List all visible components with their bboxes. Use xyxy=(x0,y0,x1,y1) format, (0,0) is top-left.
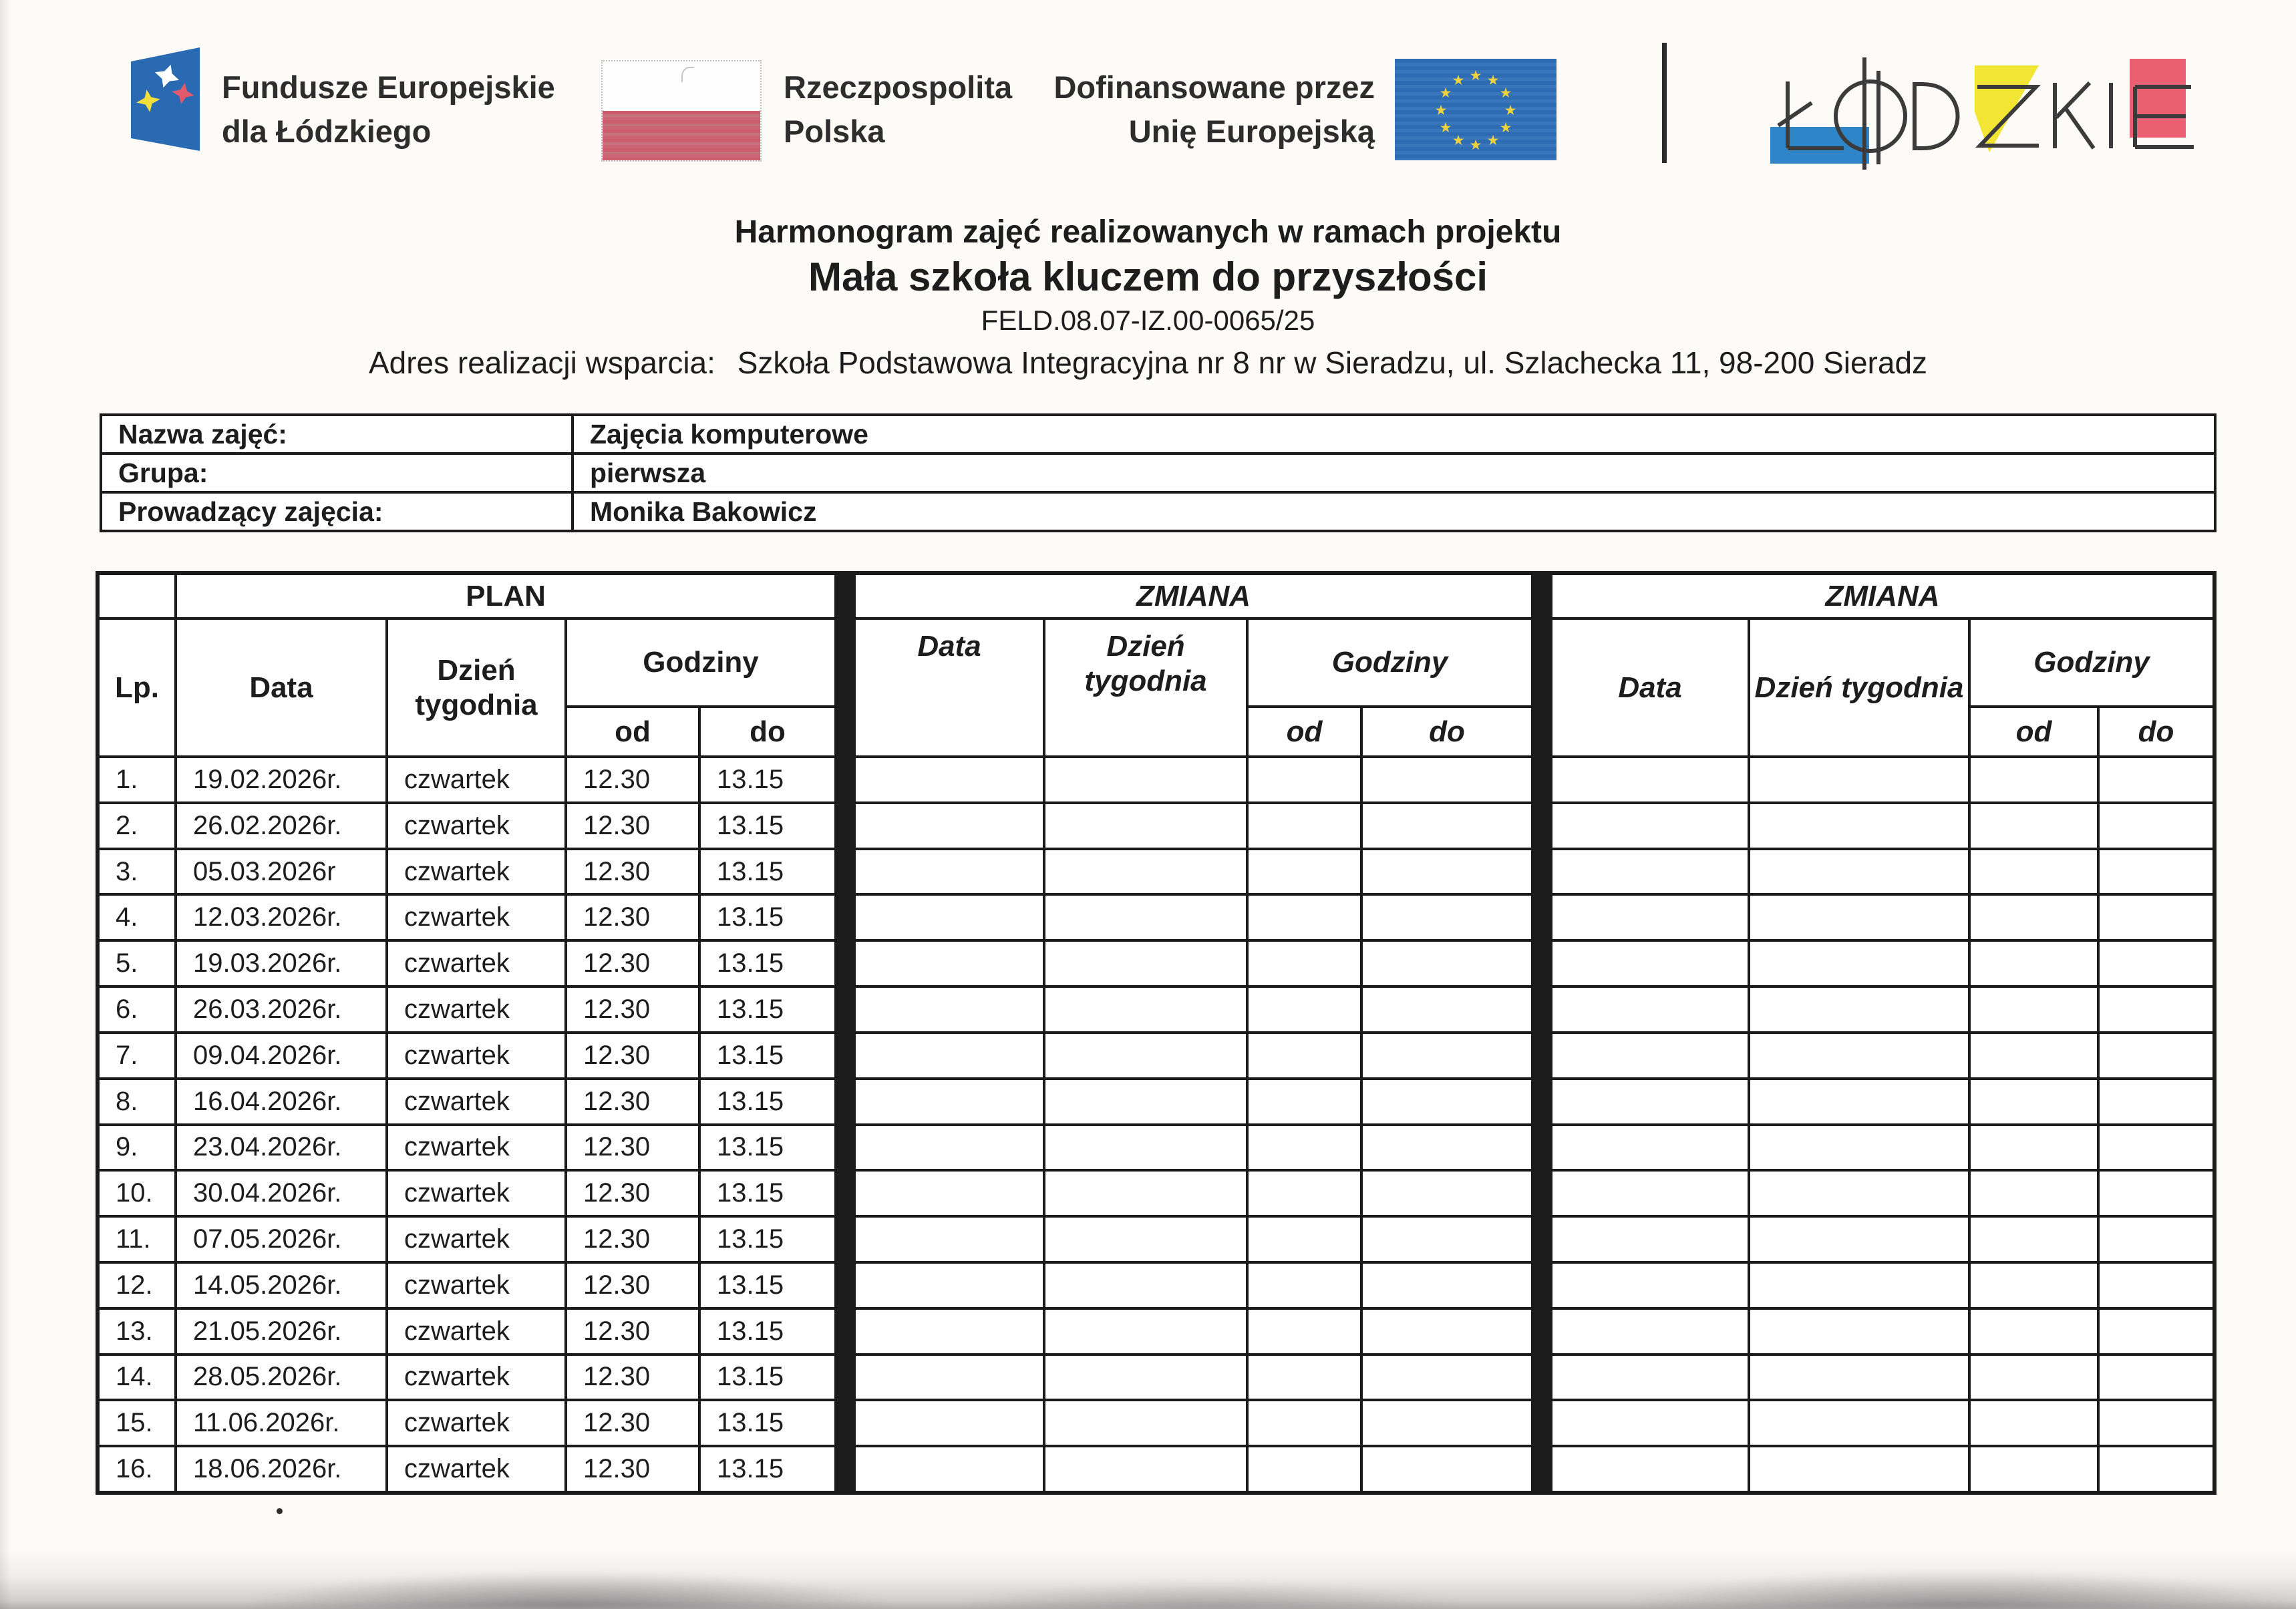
row-day: czwartek xyxy=(388,1034,564,1077)
empty-change-cell xyxy=(1045,942,1246,985)
col-header-from: od xyxy=(567,708,698,755)
empty-change-cell xyxy=(1552,758,1748,801)
scan-smudge-blob xyxy=(955,1581,1463,1609)
row-to: 13.15 xyxy=(701,850,834,894)
row-from: 12.30 xyxy=(567,758,698,801)
empty-change-cell xyxy=(1249,1172,1360,1215)
poland-flag-icon xyxy=(601,60,762,162)
empty-change-cell xyxy=(1249,1218,1360,1261)
row-day: czwartek xyxy=(388,988,564,1031)
empty-change-cell xyxy=(856,1172,1043,1215)
empty-change-cell xyxy=(1971,896,2097,939)
row-to: 13.15 xyxy=(701,1080,834,1123)
svg-text:★: ★ xyxy=(1452,132,1465,148)
empty-change-cell xyxy=(1045,1218,1246,1261)
empty-change-cell xyxy=(1363,1310,1531,1353)
row-lp: 8. xyxy=(100,1080,174,1123)
row-lp: 12. xyxy=(100,1264,174,1307)
row-day: czwartek xyxy=(388,1218,564,1261)
empty-change-cell xyxy=(856,988,1043,1031)
empty-change-cell xyxy=(2100,1264,2212,1307)
info-label-group: Grupa: xyxy=(102,455,571,491)
row-to: 13.15 xyxy=(701,1126,834,1170)
empty-change-cell xyxy=(1552,1447,1748,1491)
empty-change-cell xyxy=(1363,988,1531,1031)
empty-change-cell xyxy=(1249,1034,1360,1077)
empty-change-cell xyxy=(2100,1356,2212,1399)
row-from: 12.30 xyxy=(567,1126,698,1170)
empty-change-cell xyxy=(1750,804,1968,848)
change2-col-header-data: Data xyxy=(1552,620,1748,755)
row-date: 23.04.2026r. xyxy=(177,1126,385,1170)
empty-change-cell xyxy=(856,1447,1043,1491)
row-date: 11.06.2026r. xyxy=(177,1401,385,1445)
row-from: 12.30 xyxy=(567,1218,698,1261)
row-lp: 2. xyxy=(100,804,174,848)
empty-change-cell xyxy=(1971,804,2097,848)
row-date: 21.05.2026r. xyxy=(177,1310,385,1353)
info-value-teacher: Monika Bakowicz xyxy=(574,494,2214,530)
row-day: czwartek xyxy=(388,758,564,801)
scan-squiggle-artifact xyxy=(681,67,695,83)
row-day: czwartek xyxy=(388,1126,564,1170)
row-day: czwartek xyxy=(388,1172,564,1215)
row-from: 12.30 xyxy=(567,1310,698,1353)
empty-change-cell xyxy=(1552,1356,1748,1399)
change2-col-header-hours: Godziny xyxy=(1971,620,2212,705)
empty-change-cell xyxy=(2100,1126,2212,1170)
svg-text:★: ★ xyxy=(1439,120,1452,136)
row-day: czwartek xyxy=(388,1080,564,1123)
empty-change-cell xyxy=(2100,1447,2212,1491)
empty-change-cell xyxy=(856,896,1043,939)
change2-col-header-to: do xyxy=(2100,708,2212,755)
empty-change-cell xyxy=(2100,988,2212,1031)
empty-change-cell xyxy=(1363,1218,1531,1261)
empty-change-cell xyxy=(1750,1356,1968,1399)
empty-change-cell xyxy=(1249,1356,1360,1399)
empty-change-cell xyxy=(2100,758,2212,801)
row-date: 26.03.2026r. xyxy=(177,988,385,1031)
svg-text:★: ★ xyxy=(1499,85,1512,101)
empty-change-cell xyxy=(1750,1126,1968,1170)
eu-cofunded-label xyxy=(1053,65,1375,154)
row-from: 12.30 xyxy=(567,1401,698,1445)
empty-change-cell xyxy=(1045,988,1246,1031)
empty-change-cell xyxy=(1750,896,1968,939)
col-header-day: Dzień tygodnia xyxy=(388,620,564,755)
address-label: Adres realizacji wsparcia: xyxy=(368,345,715,380)
empty-change-cell xyxy=(1750,1218,1968,1261)
row-from: 12.30 xyxy=(567,1034,698,1077)
empty-change-cell xyxy=(1750,1264,1968,1307)
row-lp: 5. xyxy=(100,942,174,985)
empty-change-cell xyxy=(1750,1080,1968,1123)
empty-change-cell xyxy=(1750,1447,1968,1491)
empty-change-cell xyxy=(856,1264,1043,1307)
eu-funds-logo-line2: dla Łódzkiego xyxy=(222,114,432,149)
empty-change-cell xyxy=(1045,1264,1246,1307)
change2-section-header: ZMIANA xyxy=(1552,575,2212,617)
schedule-table xyxy=(96,571,2217,1495)
change1-col-header-hours: Godziny xyxy=(1249,620,1531,705)
empty-change-cell xyxy=(1971,1264,2097,1307)
svg-text:★: ★ xyxy=(1486,72,1500,88)
empty-change-cell xyxy=(1750,1172,1968,1215)
row-to: 13.15 xyxy=(701,896,834,939)
empty-change-cell xyxy=(1045,1172,1246,1215)
empty-change-cell xyxy=(1249,942,1360,985)
row-lp: 9. xyxy=(100,1126,174,1170)
empty-change-cell xyxy=(1750,1401,1968,1445)
row-from: 12.30 xyxy=(567,1356,698,1399)
change2-col-header-from: od xyxy=(1971,708,2097,755)
scan-smudge-blob xyxy=(1623,1569,2296,1609)
empty-change-cell xyxy=(856,850,1043,894)
eu-flag-icon xyxy=(1395,59,1556,160)
row-date: 18.06.2026r. xyxy=(177,1447,385,1491)
empty-change-cell xyxy=(1249,988,1360,1031)
empty-change-cell xyxy=(856,1080,1043,1123)
row-to: 13.15 xyxy=(701,942,834,985)
empty-change-cell xyxy=(1363,1080,1531,1123)
empty-change-cell xyxy=(1045,804,1246,848)
empty-change-cell xyxy=(1363,758,1531,801)
project-name: Mała szkoła kluczem do przyszłości xyxy=(808,254,1488,299)
row-date: 07.05.2026r. xyxy=(177,1218,385,1261)
row-day: czwartek xyxy=(388,1447,564,1491)
empty-change-cell xyxy=(1249,896,1360,939)
empty-change-cell xyxy=(1552,1126,1748,1170)
row-from: 12.30 xyxy=(567,1264,698,1307)
row-to: 13.15 xyxy=(701,1310,834,1353)
empty-change-cell xyxy=(1363,1401,1531,1445)
empty-change-cell xyxy=(1750,850,1968,894)
empty-change-cell xyxy=(2100,1172,2212,1215)
empty-change-cell xyxy=(1045,1080,1246,1123)
row-lp: 13. xyxy=(100,1310,174,1353)
empty-change-cell xyxy=(1045,1310,1246,1353)
empty-change-cell xyxy=(1045,1447,1246,1491)
row-lp: 15. xyxy=(100,1401,174,1445)
change2-col-header-day: Dzień tygodnia xyxy=(1750,620,1968,755)
row-day: czwartek xyxy=(388,804,564,848)
svg-text:★: ★ xyxy=(1434,102,1448,118)
poland-label xyxy=(784,65,1012,154)
empty-change-cell xyxy=(856,1034,1043,1077)
row-from: 12.30 xyxy=(567,804,698,848)
row-date: 14.05.2026r. xyxy=(177,1264,385,1307)
empty-change-cell xyxy=(1971,1310,2097,1353)
change1-col-header-day: Dzień tygodnia xyxy=(1045,620,1246,755)
empty-change-cell xyxy=(1971,1126,2097,1170)
section-divider-bar xyxy=(1534,575,1550,1491)
empty-change-cell xyxy=(2100,1401,2212,1445)
plan-section-header: PLAN xyxy=(177,575,834,617)
svg-text:★: ★ xyxy=(1469,137,1482,153)
logo-divider-line xyxy=(1662,43,1667,163)
empty-change-cell xyxy=(2100,896,2212,939)
empty-change-cell xyxy=(856,1126,1043,1170)
row-day: czwartek xyxy=(388,1401,564,1445)
eu-funds-logo-label xyxy=(222,65,555,154)
change1-col-header-from: od xyxy=(1249,708,1360,755)
empty-change-cell xyxy=(856,804,1043,848)
empty-change-cell xyxy=(1045,758,1246,801)
class-info-table xyxy=(100,413,2217,532)
empty-change-cell xyxy=(1045,896,1246,939)
row-to: 13.15 xyxy=(701,1034,834,1077)
empty-change-cell xyxy=(1363,896,1531,939)
row-to: 13.15 xyxy=(701,988,834,1031)
row-to: 13.15 xyxy=(701,1172,834,1215)
row-lp: 11. xyxy=(100,1218,174,1261)
row-from: 12.30 xyxy=(567,988,698,1031)
row-to: 13.15 xyxy=(701,1218,834,1261)
document-title: Harmonogram zajęć realizowanych w ramach projektu xyxy=(734,214,1562,250)
row-to: 13.15 xyxy=(701,1447,834,1491)
empty-change-cell xyxy=(1363,1172,1531,1215)
row-day: czwartek xyxy=(388,896,564,939)
empty-change-cell xyxy=(1363,804,1531,848)
row-date: 30.04.2026r. xyxy=(177,1172,385,1215)
poland-label-line1: Rzeczpospolita xyxy=(784,69,1013,105)
empty-change-cell xyxy=(1971,850,2097,894)
empty-change-cell xyxy=(1045,850,1246,894)
empty-change-cell xyxy=(1971,1080,2097,1123)
empty-change-cell xyxy=(1750,1034,1968,1077)
row-to: 13.15 xyxy=(701,1264,834,1307)
empty-change-cell xyxy=(1971,1401,2097,1445)
eu-funds-logo-icon xyxy=(127,44,204,156)
row-date: 26.02.2026r. xyxy=(177,804,385,848)
empty-change-cell xyxy=(1750,758,1968,801)
empty-change-cell xyxy=(1249,1401,1360,1445)
row-from: 12.30 xyxy=(567,942,698,985)
empty-change-cell xyxy=(856,758,1043,801)
empty-change-cell xyxy=(1363,1034,1531,1077)
scan-smudge-blob xyxy=(240,1570,895,1609)
empty-change-cell xyxy=(1552,1264,1748,1307)
empty-change-cell xyxy=(1552,1401,1748,1445)
empty-change-cell xyxy=(1249,758,1360,801)
empty-change-cell xyxy=(1971,1356,2097,1399)
empty-change-cell xyxy=(1552,1218,1748,1261)
col-header-to: do xyxy=(701,708,834,755)
empty-change-cell xyxy=(1552,804,1748,848)
empty-change-cell xyxy=(1971,1447,2097,1491)
row-lp: 14. xyxy=(100,1356,174,1399)
row-date: 19.03.2026r. xyxy=(177,942,385,985)
eu-cofunded-line1: Dofinansowane przez xyxy=(1053,69,1375,105)
empty-change-cell xyxy=(2100,1080,2212,1123)
row-date: 28.05.2026r. xyxy=(177,1356,385,1399)
svg-text:★: ★ xyxy=(1452,72,1465,88)
empty-change-cell xyxy=(2100,1218,2212,1261)
empty-change-cell xyxy=(2100,850,2212,894)
row-lp: 7. xyxy=(100,1034,174,1077)
empty-change-cell xyxy=(1249,1080,1360,1123)
empty-change-cell xyxy=(1363,1264,1531,1307)
empty-change-cell xyxy=(1750,988,1968,1031)
empty-change-cell xyxy=(2100,942,2212,985)
row-date: 05.03.2026r xyxy=(177,850,385,894)
eu-cofunded-line2: Unię Europejską xyxy=(1128,114,1375,149)
empty-change-cell xyxy=(856,1356,1043,1399)
row-date: 16.04.2026r. xyxy=(177,1080,385,1123)
empty-change-cell xyxy=(2100,1034,2212,1077)
empty-change-cell xyxy=(1750,1310,1968,1353)
address-value: Szkoła Podstawowa Integracyjna nr 8 nr w Sieradzu, ul. Szlachecka 11, 98-200 Sieradz xyxy=(737,345,1928,380)
empty-change-cell xyxy=(1363,850,1531,894)
row-day: czwartek xyxy=(388,1356,564,1399)
empty-change-cell xyxy=(1363,942,1531,985)
empty-change-cell xyxy=(1363,1126,1531,1170)
row-day: czwartek xyxy=(388,1310,564,1353)
empty-change-cell xyxy=(1249,1126,1360,1170)
row-from: 12.30 xyxy=(567,896,698,939)
empty-change-cell xyxy=(1045,1401,1246,1445)
info-value-subject: Zajęcia komputerowe xyxy=(574,416,2214,452)
empty-change-cell xyxy=(1971,1034,2097,1077)
empty-change-cell xyxy=(1971,1172,2097,1215)
empty-change-cell xyxy=(856,942,1043,985)
poland-label-line2: Polska xyxy=(784,114,885,149)
row-lp: 3. xyxy=(100,850,174,894)
row-date: 12.03.2026r. xyxy=(177,896,385,939)
empty-change-cell xyxy=(856,1310,1043,1353)
row-from: 12.30 xyxy=(567,1172,698,1215)
row-day: czwartek xyxy=(388,1264,564,1307)
row-date: 19.02.2026r. xyxy=(177,758,385,801)
empty-change-cell xyxy=(1249,1264,1360,1307)
empty-change-cell xyxy=(1552,1310,1748,1353)
poland-flag-red-stripe xyxy=(603,111,760,160)
empty-change-cell xyxy=(856,1218,1043,1261)
empty-change-cell xyxy=(1971,942,2097,985)
row-lp: 6. xyxy=(100,988,174,1031)
row-from: 12.30 xyxy=(567,850,698,894)
svg-text:★: ★ xyxy=(1504,102,1517,118)
empty-change-cell xyxy=(1249,1447,1360,1491)
empty-change-cell xyxy=(2100,804,2212,848)
row-to: 13.15 xyxy=(701,804,834,848)
row-date: 09.04.2026r. xyxy=(177,1034,385,1077)
project-code: FELD.08.07-IZ.00-0065/25 xyxy=(981,305,1315,336)
row-to: 13.15 xyxy=(701,1401,834,1445)
empty-change-cell xyxy=(1552,850,1748,894)
row-lp: 10. xyxy=(100,1172,174,1215)
empty-change-cell xyxy=(1750,942,1968,985)
empty-change-cell xyxy=(1552,942,1748,985)
empty-change-cell xyxy=(1045,1356,1246,1399)
row-lp: 4. xyxy=(100,896,174,939)
empty-change-cell xyxy=(1552,1172,1748,1215)
corner-cell xyxy=(100,575,174,617)
scan-ink-dot xyxy=(277,1508,283,1514)
row-from: 12.30 xyxy=(567,1447,698,1491)
row-from: 12.30 xyxy=(567,1080,698,1123)
change1-section-header: ZMIANA xyxy=(856,575,1531,617)
empty-change-cell xyxy=(856,1401,1043,1445)
row-to: 13.15 xyxy=(701,1356,834,1399)
empty-change-cell xyxy=(1363,1356,1531,1399)
svg-text:★: ★ xyxy=(1439,85,1452,101)
empty-change-cell xyxy=(1971,1218,2097,1261)
col-header-lp: Lp. xyxy=(100,620,174,755)
info-value-group: pierwsza xyxy=(574,455,2214,491)
lodzkie-logo-icon xyxy=(1769,33,2223,172)
row-to: 13.15 xyxy=(701,758,834,801)
empty-change-cell xyxy=(2100,1310,2212,1353)
change1-col-header-to: do xyxy=(1363,708,1531,755)
empty-change-cell xyxy=(1363,1447,1531,1491)
col-header-hours: Godziny xyxy=(567,620,834,705)
empty-change-cell xyxy=(1249,850,1360,894)
col-header-data: Data xyxy=(177,620,385,755)
svg-text:★: ★ xyxy=(1486,132,1500,148)
row-lp: 16. xyxy=(100,1447,174,1491)
empty-change-cell xyxy=(1971,988,2097,1031)
row-day: czwartek xyxy=(388,850,564,894)
empty-change-cell xyxy=(1552,1034,1748,1077)
info-label-teacher: Prowadzący zajęcia: xyxy=(102,494,571,530)
empty-change-cell xyxy=(1552,1080,1748,1123)
empty-change-cell xyxy=(1045,1126,1246,1170)
empty-change-cell xyxy=(1552,988,1748,1031)
empty-change-cell xyxy=(1249,804,1360,848)
empty-change-cell xyxy=(1971,758,2097,801)
section-divider-bar xyxy=(837,575,853,1491)
row-lp: 1. xyxy=(100,758,174,801)
svg-text:★: ★ xyxy=(1469,67,1482,83)
eu-funds-logo-line1: Fundusze Europejskie xyxy=(222,69,555,105)
change1-col-header-data: Data xyxy=(856,620,1043,755)
empty-change-cell xyxy=(1249,1310,1360,1353)
row-day: czwartek xyxy=(388,942,564,985)
empty-change-cell xyxy=(1552,896,1748,939)
empty-change-cell xyxy=(1045,1034,1246,1077)
svg-text:★: ★ xyxy=(1499,120,1512,136)
address-line xyxy=(0,345,2296,381)
info-label-subject: Nazwa zajęć: xyxy=(102,416,571,452)
